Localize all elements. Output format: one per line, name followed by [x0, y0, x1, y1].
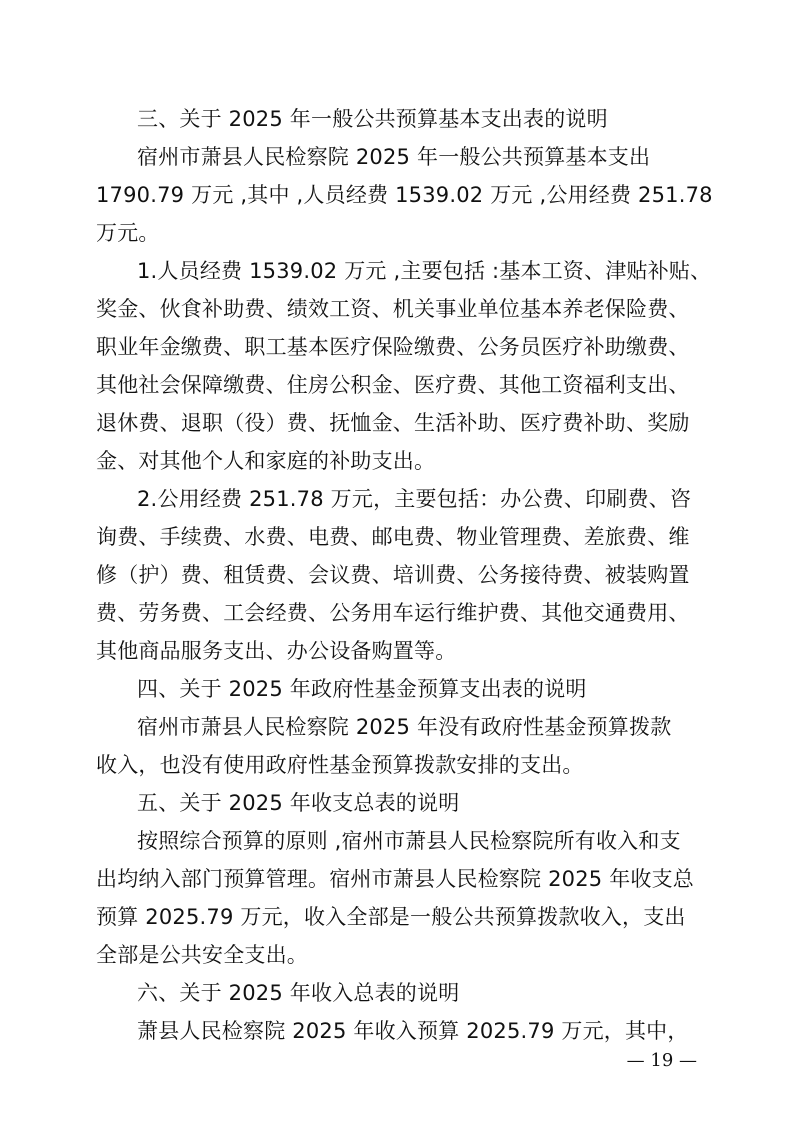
- paragraph-line: 宿州市萧县人民检察院 2025 年一般公共预算基本支出: [137, 145, 651, 169]
- page-number: — 19 —: [626, 1050, 697, 1071]
- section-six-heading: 六、关于 2025 年收入总表的说明: [137, 981, 460, 1005]
- paragraph-line: 其他社会保障缴费、住房公积金、医疗费、其他工资福利支出、: [96, 373, 690, 397]
- section-five-heading: 五、关于 2025 年收支总表的说明: [137, 791, 460, 815]
- paragraph-line: 金、对其他个人和家庭的补助支出。: [96, 449, 436, 473]
- paragraph-line: 宿州市萧县人民检察院 2025 年没有政府性基金预算拨款: [137, 715, 672, 739]
- paragraph-line: 收入，也没有使用政府性基金预算拨款安排的支出。: [96, 753, 584, 777]
- paragraph-line: 询费、手续费、水费、电费、邮电费、物业管理费、差旅费、维: [96, 525, 690, 549]
- paragraph-line: 奖金、伙食补助费、绩效工资、机关事业单位基本养老保险费、: [96, 297, 690, 321]
- paragraph-line: 1790.79 万元 ,其中 ,人员经费 1539.02 万元 ,公用经费 251.78: [96, 183, 713, 207]
- paragraph-line: 费、劳务费、工会经费、公务用车运行维护费、其他交通费用、: [96, 601, 690, 625]
- paragraph-line: 按照综合预算的原则 ,宿州市萧县人民检察院所有收入和支: [137, 829, 681, 853]
- paragraph-line: 出均纳入部门预算管理。宿州市萧县人民检察院 2025 年收支总: [96, 867, 694, 891]
- paragraph-line: 全部是公共安全支出。: [96, 943, 308, 967]
- paragraph-line: 2.公用经费 251.78 万元，主要包括：办公费、印刷费、咨: [137, 487, 692, 511]
- paragraph-line: 预算 2025.79 万元，收入全部是一般公共预算拨款收入，支出: [96, 905, 686, 929]
- section-four-heading: 四、关于 2025 年政府性基金预算支出表的说明: [137, 677, 587, 701]
- paragraph-line: 职业年金缴费、职工基本医疗保险缴费、公务员医疗补助缴费、: [96, 335, 690, 359]
- section-three-heading: 三、关于 2025 年一般公共预算基本支出表的说明: [137, 107, 608, 131]
- paragraph-line: 退休费、退职（役）费、抚恤金、生活补助、医疗费补助、奖励: [96, 411, 690, 435]
- paragraph-line: 1.人员经费 1539.02 万元 ,主要包括 :基本工资、津贴补贴、: [137, 259, 712, 283]
- paragraph-line: 修（护）费、租赁费、会议费、培训费、公务接待费、被装购置: [96, 563, 690, 587]
- paragraph-line: 其他商品服务支出、办公设备购置等。: [96, 639, 457, 663]
- paragraph-line: 萧县人民检察院 2025 年收入预算 2025.79 万元，其中，: [137, 1019, 689, 1043]
- paragraph-line: 万元。: [96, 221, 160, 245]
